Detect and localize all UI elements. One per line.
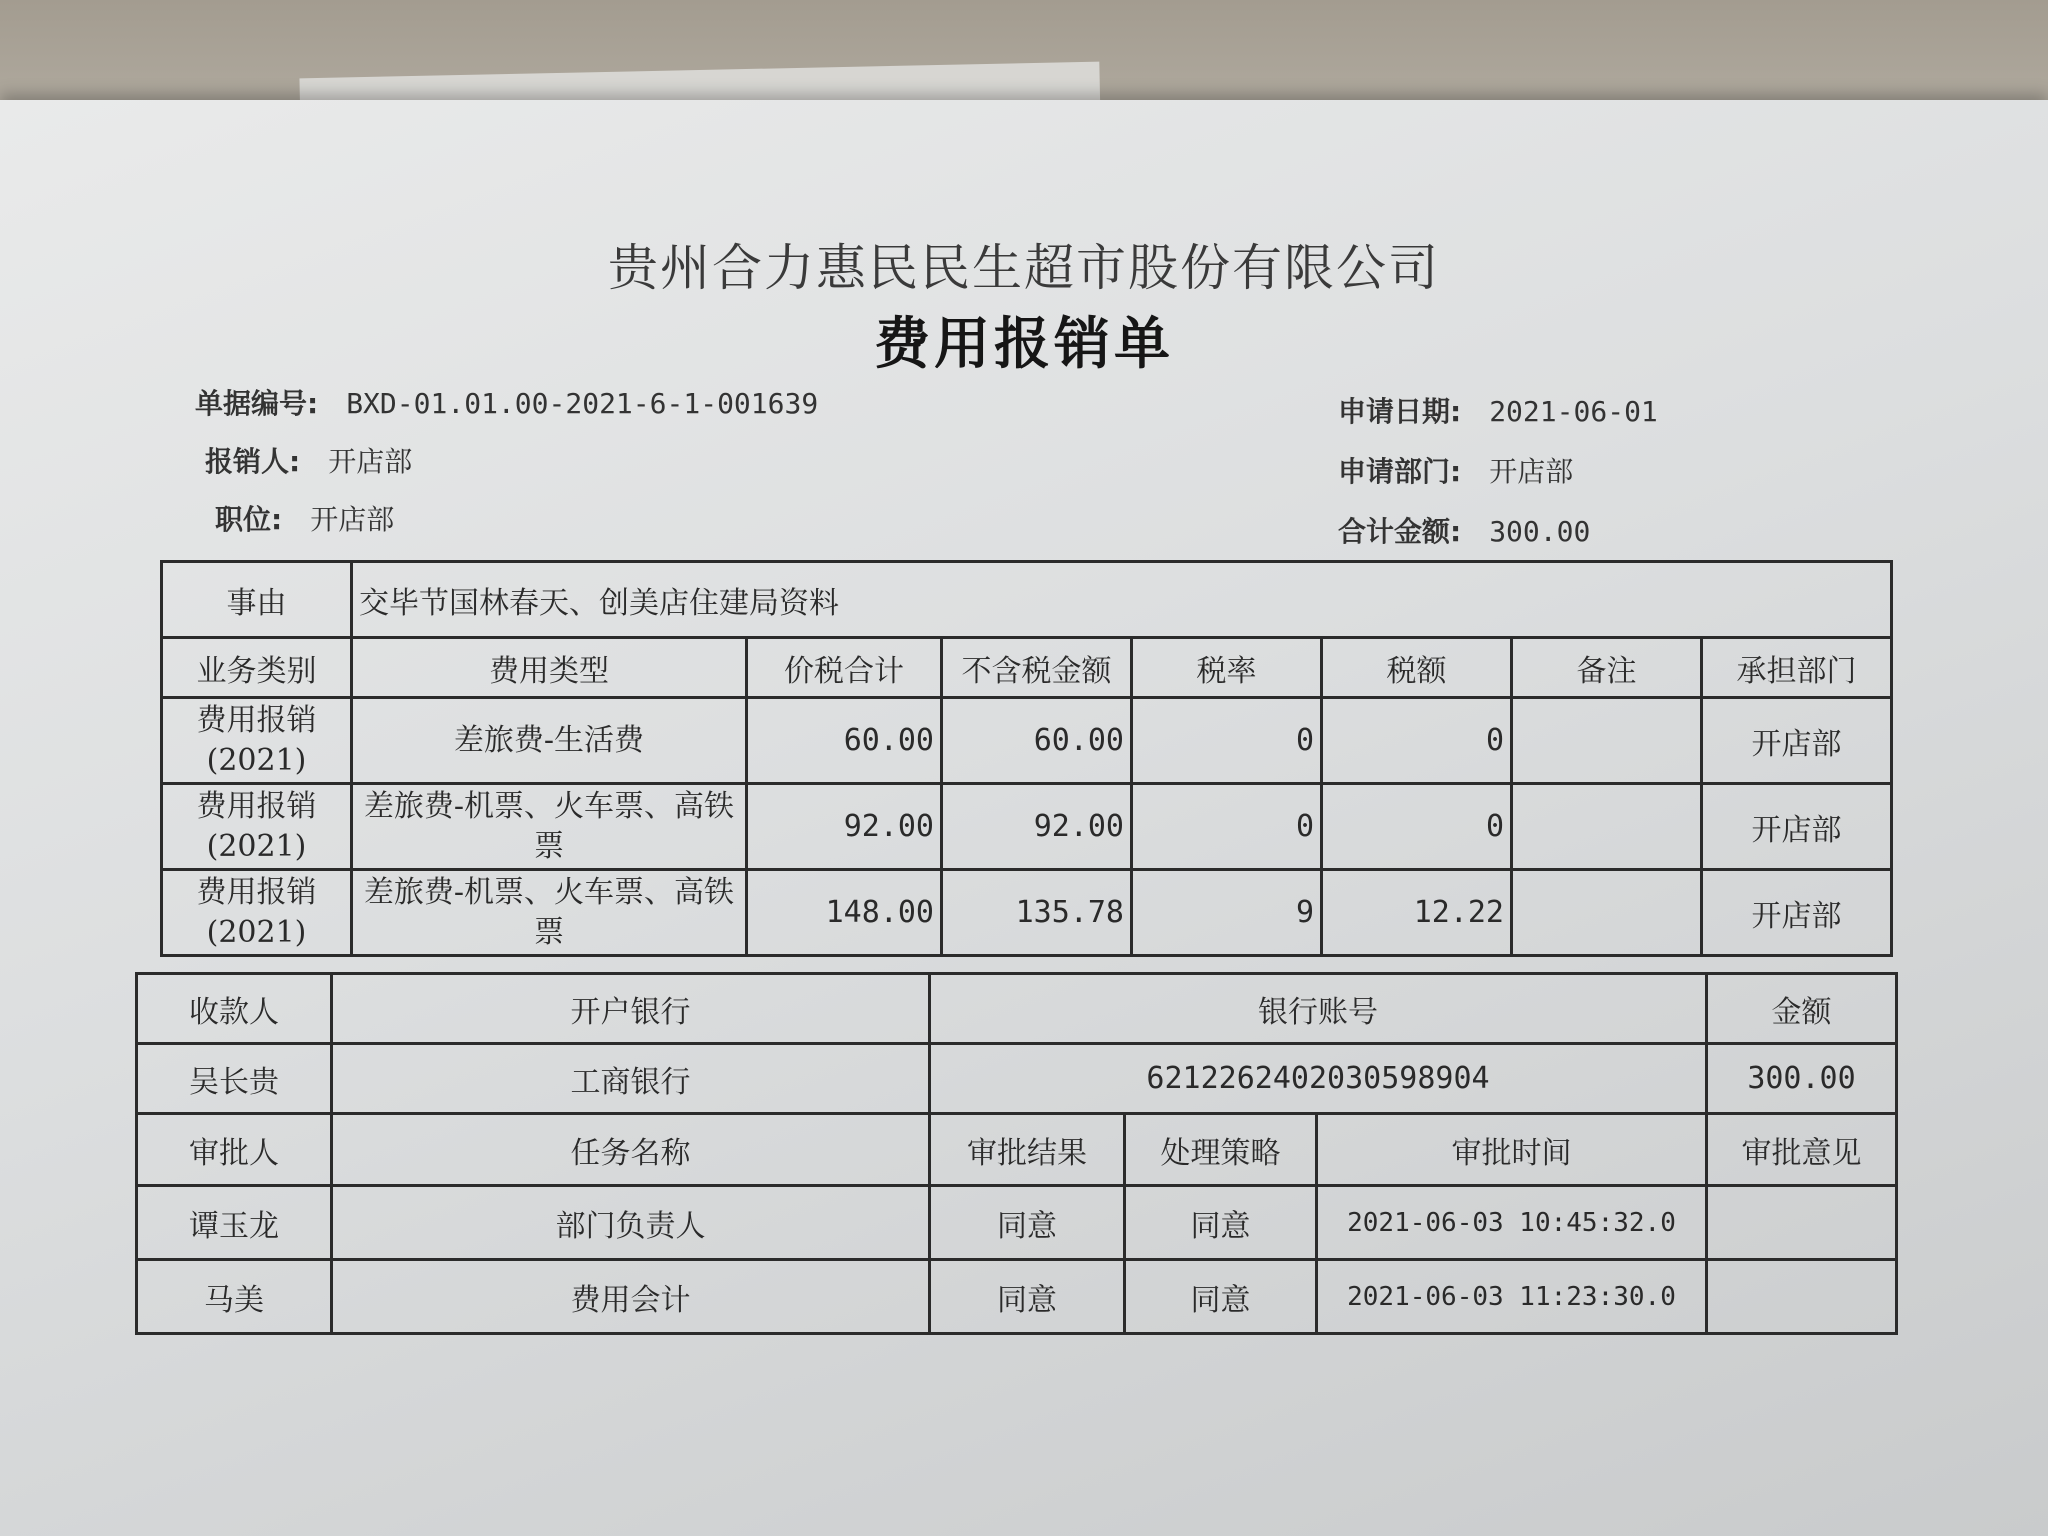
approver-name: 谭玉龙 [137,1186,332,1260]
apply-dept-value: 开店部 [1489,455,1574,488]
approval-time: 2021-06-03 10:45:32.0 [1317,1186,1707,1260]
row-tax: 12.22 [1322,870,1512,956]
row-expense-type: 差旅费-机票、火车票、高铁票 [352,870,747,956]
apply-date-value: 2021-06-01 [1489,395,1658,428]
reimbursement-form-paper [0,100,2048,1536]
table-row [162,784,1892,870]
doc-number-row [195,382,818,422]
table-row [162,698,1892,784]
row-total: 60.00 [747,698,942,784]
approval-opinion [1707,1186,1897,1260]
total-value: 300.00 [1489,515,1591,548]
expense-header-row [162,638,1892,698]
claimant-value: 开店部 [328,445,413,478]
approval-result: 同意 [930,1260,1125,1334]
header-opinion: 审批意见 [1707,1114,1897,1186]
row-category: 费用报销(2021) [162,698,352,784]
approval-opinion [1707,1260,1897,1334]
approval-task: 部门负责人 [332,1186,930,1260]
payee-account: 6212262402030598904 [930,1044,1707,1114]
row-expense-type: 差旅费-机票、火车票、高铁票 [352,784,747,870]
payee-header-row [137,974,1897,1044]
payee-amount: 300.00 [1707,1044,1897,1114]
header-expense-type: 费用类型 [352,638,747,698]
table-row [162,870,1892,956]
header-result: 审批结果 [930,1114,1125,1186]
expense-table [160,560,1893,957]
company-name: 贵州合力惠民民生超市股份有限公司 [608,239,1440,297]
form-title: 费用报销单 [874,312,1174,377]
header-time: 审批时间 [1317,1114,1707,1186]
row-note [1512,784,1702,870]
approval-result: 同意 [930,1186,1125,1260]
row-tax: 0 [1322,784,1512,870]
apply-date-label: 申请日期: [1338,395,1462,428]
apply-dept-label: 申请部门: [1338,455,1462,488]
header-category: 业务类别 [162,638,352,698]
row-category: 费用报销(2021) [162,870,352,956]
reason-label: 事由 [162,562,352,638]
header-tax: 税额 [1322,638,1512,698]
position-row [215,498,394,538]
header-amount: 金额 [1707,974,1897,1044]
row-note [1512,698,1702,784]
approval-time: 2021-06-03 11:23:30.0 [1317,1260,1707,1334]
row-net-amount: 92.00 [942,784,1132,870]
claimant-label: 报销人: [205,445,301,478]
doc-number-value: BXD-01.01.00-2021-6-1-001639 [346,387,819,420]
header-approver: 审批人 [137,1114,332,1186]
row-net-amount: 60.00 [942,698,1132,784]
header-payee: 收款人 [137,974,332,1044]
header-total: 价税合计 [747,638,942,698]
row-category: 费用报销(2021) [162,784,352,870]
row-tax-rate: 9 [1132,870,1322,956]
table-row [137,1186,1897,1260]
table-row [137,1260,1897,1334]
reason-row [162,562,1892,638]
reason-value: 交毕节国林春天、创美店住建局资料 [352,562,1892,638]
header-bank: 开户银行 [332,974,930,1044]
payee-approval-table [135,972,1898,1335]
approval-strategy: 同意 [1125,1260,1317,1334]
row-note [1512,870,1702,956]
apply-date-row [1338,390,1658,430]
header-task: 任务名称 [332,1114,930,1186]
payee-bank: 工商银行 [332,1044,930,1114]
row-expense-type: 差旅费-生活费 [352,698,747,784]
doc-number-label: 单据编号: [195,387,319,420]
row-tax: 0 [1322,698,1512,784]
payee-row [137,1044,1897,1114]
approval-strategy: 同意 [1125,1186,1317,1260]
row-dept: 开店部 [1702,698,1892,784]
approver-name: 马美 [137,1260,332,1334]
row-dept: 开店部 [1702,870,1892,956]
claimant-row [205,440,412,480]
position-label: 职位: [215,503,283,536]
row-total: 148.00 [747,870,942,956]
approval-task: 费用会计 [332,1260,930,1334]
row-dept: 开店部 [1702,784,1892,870]
header-tax-rate: 税率 [1132,638,1322,698]
header-note: 备注 [1512,638,1702,698]
total-row [1338,510,1590,550]
header-net-amount: 不含税金额 [942,638,1132,698]
apply-dept-row [1338,450,1573,490]
approval-header-row [137,1114,1897,1186]
total-label: 合计金额: [1338,515,1462,548]
header-account: 银行账号 [930,974,1707,1044]
row-tax-rate: 0 [1132,784,1322,870]
position-value: 开店部 [310,503,395,536]
form-content [0,100,2048,1536]
header-dept: 承担部门 [1702,638,1892,698]
row-tax-rate: 0 [1132,698,1322,784]
header-strategy: 处理策略 [1125,1114,1317,1186]
payee-name: 吴长贵 [137,1044,332,1114]
row-net-amount: 135.78 [942,870,1132,956]
row-total: 92.00 [747,784,942,870]
